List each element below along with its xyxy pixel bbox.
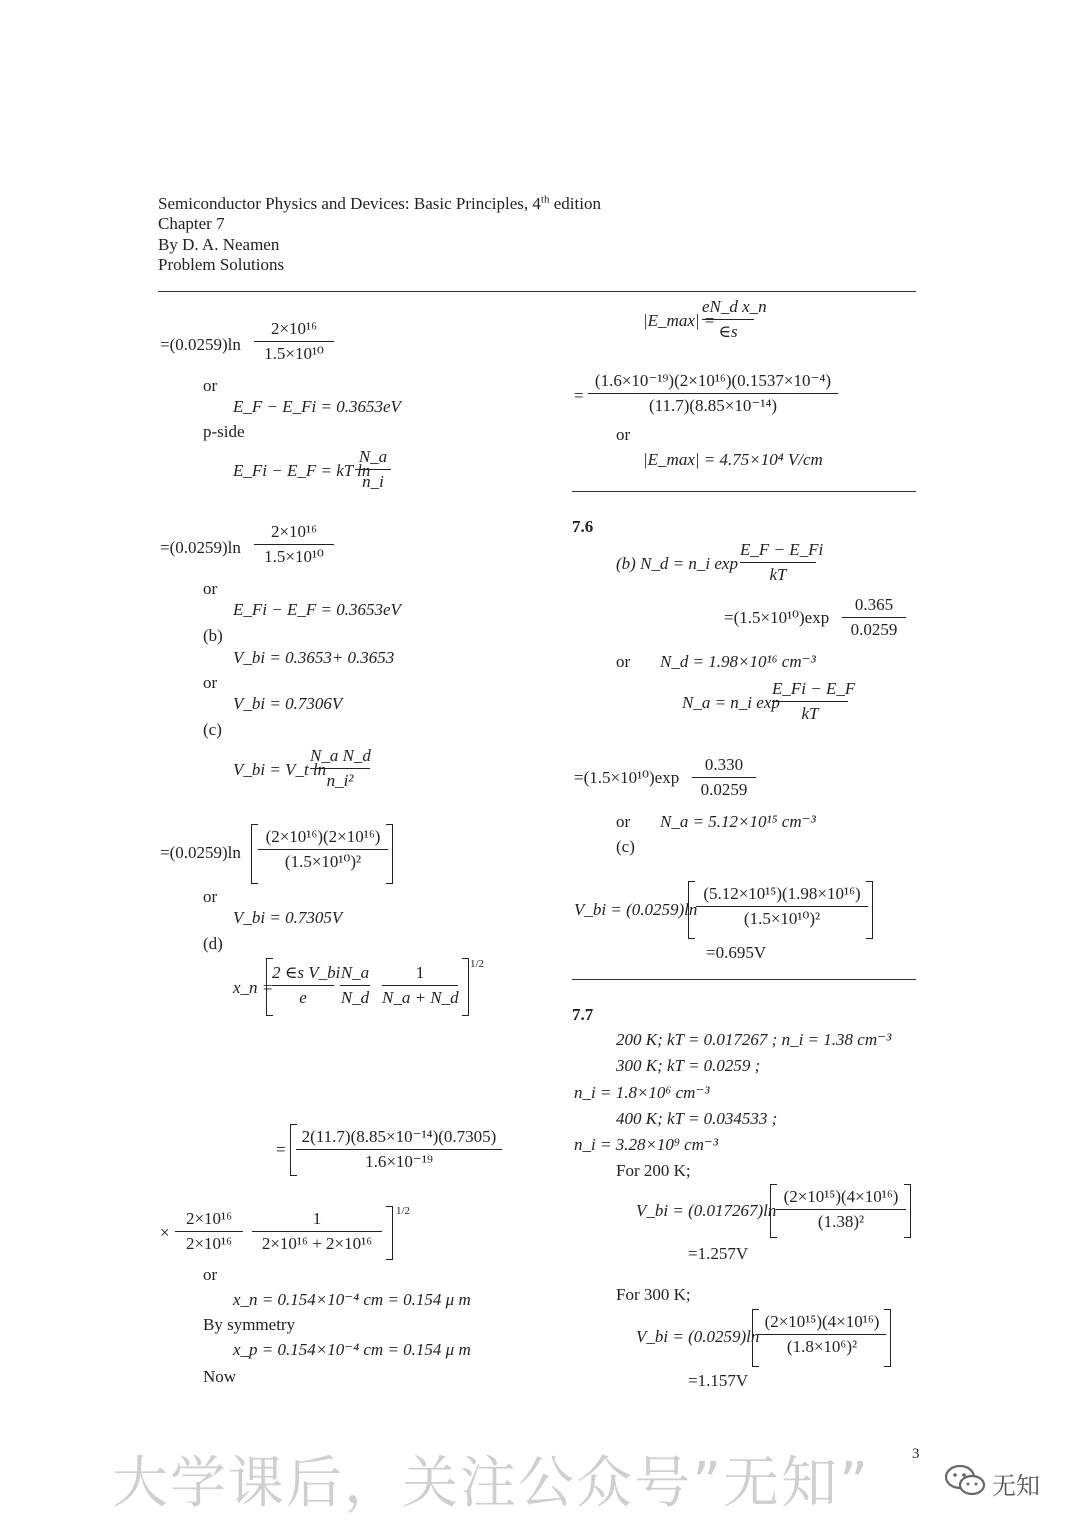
or-right-1: or [616,425,631,444]
now-label: Now [203,1367,237,1386]
by-symmetry-label: By symmetry [203,1315,296,1334]
eq-left-9-prefix: =(0.0259)ln [160,843,241,862]
p-side-label: p-side [203,422,245,441]
eq-right-4-fraction: 0.365 0.0259 [842,594,906,641]
eq-left-11-fraction-2: N_a N_d [340,963,370,1007]
eq-right-11: 200 K; kT = 0.017267 ; n_i = 1.38 cm⁻³ [616,1030,892,1049]
eq-right-4-prefix: =(1.5×10¹⁰)exp [724,608,830,627]
bracket-right [884,1309,891,1367]
bracket-right [386,824,393,884]
eq-left-3-fraction: N_a n_i [355,446,391,493]
eq-left-14: x_n = 0.154×10⁻⁴ cm = 0.154 μ m [233,1290,471,1309]
eq-left-13-fraction-2: 1 2×10¹⁶ + 2×10¹⁶ [252,1208,382,1255]
or-3: or [203,673,218,692]
eq-right-17-prefix: V_bi = (0.017267)ln [636,1201,777,1220]
eq-left-13-fraction-1: 2×10¹⁶ 2×10¹⁶ [175,1208,243,1255]
eq-left-4-fraction: 2×10¹⁶ 1.5×10¹⁰ [254,521,334,568]
eq-left-2: E_F − E_Fi = 0.3653eV [233,397,401,416]
or-1: or [203,376,218,395]
eq-left-6: V_bi = 0.3653+ 0.3653 [233,648,395,667]
eq-right-14: 400 K; kT = 0.034533 ; [616,1109,778,1128]
for-200k-label: For 200 K; [616,1161,691,1180]
problem-7-7-heading: 7.7 [572,1005,594,1024]
eq-right-15: n_i = 3.28×10⁹ cm⁻³ [574,1135,718,1154]
part-c-label: (c) [203,720,222,739]
problem-7-6-heading: 7.6 [572,517,594,536]
eq-left-13-power: 1/2 [396,1205,411,1217]
or-2: or [203,579,218,598]
eq-left-15: x_p = 0.154×10⁻⁴ cm = 0.154 μ m [233,1340,471,1359]
eq-left-11-power: 1/2 [470,958,485,970]
eq-left-11-prefix: x_n = [233,978,274,997]
eq-right-9-prefix: V_bi = (0.0259)ln [574,900,698,919]
eq-right-7-prefix: =(1.5×10¹⁰)exp [574,768,680,787]
eq-left-11-fraction-1: 2 ∈s V_bi e [272,963,341,1007]
header-title: Semiconductor Physics and Devices: Basic Principles, 4th edition [158,193,601,213]
eq-left-11-fraction-3: 1 N_a + N_d [382,963,459,1007]
part-c-right-label: (c) [616,837,635,856]
eq-right-8: N_a = 5.12×10¹⁵ cm⁻³ [660,812,816,831]
for-300k-label: For 300 K; [616,1285,691,1304]
eq-left-12-fraction: 2(11.7)(8.85×10⁻¹⁴)(0.7305) 1.6×10⁻¹⁹ [296,1126,502,1173]
eq-left-1-prefix: =(0.0259)ln [160,335,241,354]
eq-right-21: =1.157V [688,1371,749,1390]
eq-right-2: |E_max| = 4.75×10⁴ V/cm [643,450,823,469]
wechat-badge[interactable] [944,1462,1054,1502]
eq-left-8-prefix: V_bi = V_t ln [233,760,327,779]
eq-right-12: 300 K; kT = 0.0259 ; [616,1056,761,1075]
eq-right-13: n_i = 1.8×10⁶ cm⁻³ [574,1083,710,1102]
eq-right-17-fraction: (2×10¹⁵)(4×10¹⁶) (1.38)² [776,1186,906,1233]
eq-right-emax-lhs: |E_max| = [643,311,716,330]
bracket-left [251,824,258,884]
eq-left-13-prefix: × [160,1223,170,1242]
bracket-right [462,958,469,1016]
header-subtitle: Problem Solutions [158,255,285,274]
bracket-right [866,881,873,939]
eq-right-20-prefix: V_bi = (0.0259)ln [636,1327,760,1346]
part-b-label: (b) [203,626,223,645]
or-5: or [203,1265,218,1284]
eq-right-6-fraction: E_Fi − E_F kT [772,679,856,723]
eq-left-1-fraction: 2×10¹⁶ 1.5×10¹⁰ [254,318,334,365]
eq-left-12-equals: = [276,1140,286,1159]
bracket-right [904,1184,911,1238]
eq-left-8-fraction: N_a N_d n_i² [310,746,371,790]
eq-right-10: =0.695V [706,943,767,962]
eq-left-3-prefix: E_Fi − E_F = kT ln [233,461,371,480]
header-divider [158,291,916,292]
header-author: By D. A. Neamen [158,235,280,254]
section-divider [572,979,916,980]
page-number: 3 [912,1446,920,1462]
eq-right-20-fraction: (2×10¹⁵)(4×10¹⁶) (1.8×10⁶)² [758,1311,886,1358]
eq-right-1-fraction: (1.6×10⁻¹⁹)(2×10¹⁶)(0.1537×10⁻⁴) (11.7)(8.85×10⁻¹⁴) [588,370,838,417]
eq-right-3-fraction: E_F − E_Fi kT [740,540,824,584]
wechat-badge-label: 无知 [992,1472,1040,1500]
eq-left-5: E_Fi − E_F = 0.3653eV [233,600,401,619]
or-right-3: or [616,812,631,831]
eq-right-7-fraction: 0.330 0.0259 [692,754,756,801]
bracket-left [688,881,695,939]
wechat-icon [944,1462,988,1500]
eq-right-1-equals: = [574,386,584,405]
eq-right-18: =1.257V [688,1244,749,1263]
eq-right-emax-fraction: eN_d x_n ∈s [702,297,767,341]
watermark-text: 大学课后，关注公众号”无知” [112,1451,871,1516]
eq-left-10: V_bi = 0.7305V [233,908,343,927]
or-4: or [203,887,218,906]
eq-right-3-prefix: (b) N_d = n_i exp [616,554,738,573]
eq-right-9-fraction: (5.12×10¹⁵)(1.98×10¹⁶) (1.5×10¹⁰)² [696,883,868,930]
bracket-right [386,1206,393,1260]
eq-left-9-fraction: (2×10¹⁶)(2×10¹⁶) (1.5×10¹⁰)² [258,826,388,873]
eq-left-4-prefix: =(0.0259)ln [160,538,241,557]
part-d-label: (d) [203,934,223,953]
section-divider [572,491,916,492]
eq-right-6-prefix: N_a = n_i exp [682,693,780,712]
eq-left-7: V_bi = 0.7306V [233,694,343,713]
or-right-2: or [616,652,631,671]
header-chapter: Chapter 7 [158,214,225,233]
eq-right-5: N_d = 1.98×10¹⁶ cm⁻³ [660,652,816,671]
